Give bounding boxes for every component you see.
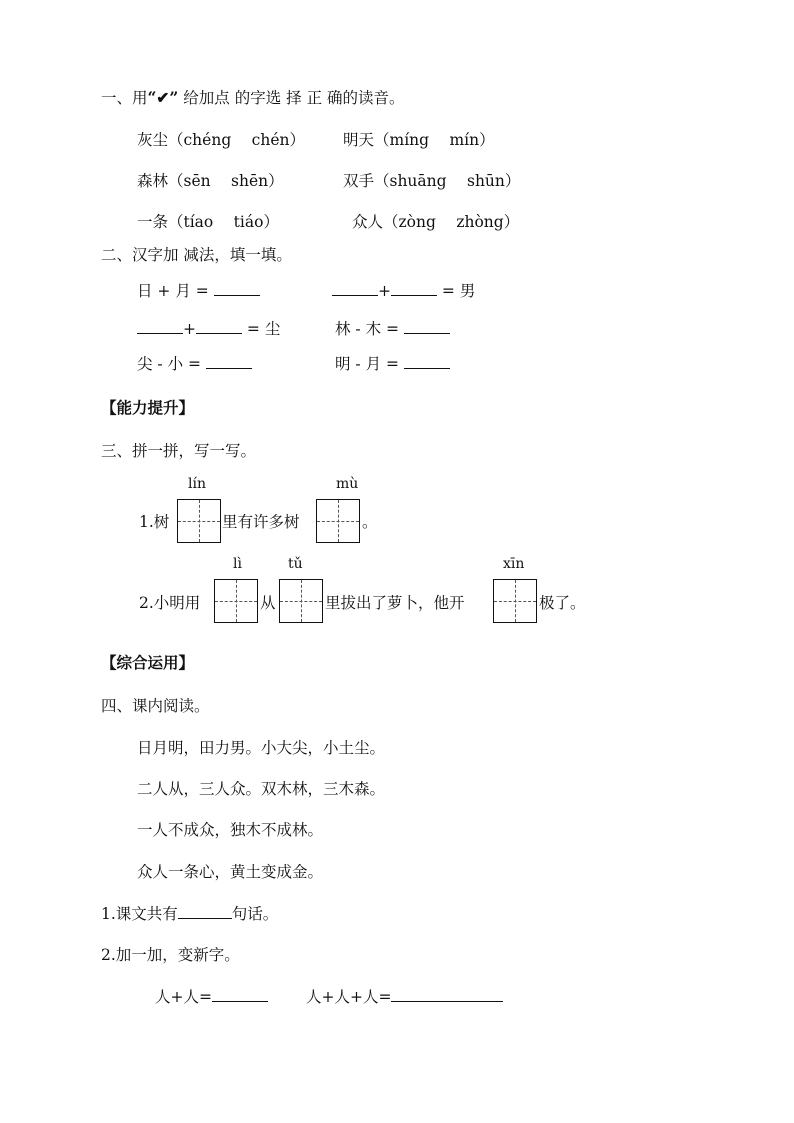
comprehensive-heading: 【综合运用】 bbox=[101, 653, 195, 672]
s1-row1-left: 灰尘（chéng chén） bbox=[137, 131, 305, 149]
s2-r2-left-eq: = 尘 bbox=[242, 320, 281, 338]
pinyin-lin: lín bbox=[188, 476, 206, 492]
answer-blank[interactable] bbox=[214, 281, 260, 296]
answer-blank[interactable] bbox=[137, 319, 183, 334]
s1-row3-right: 众人（zòng zhòng） bbox=[352, 213, 520, 231]
s2-r2-right-text: 林 - 木 = bbox=[335, 320, 404, 338]
section1-title-suffix: 给加点 的字选 择 正 确的读音。 bbox=[183, 89, 405, 107]
checkmark-icon: “✔” bbox=[147, 88, 179, 107]
tian-grid-box[interactable] bbox=[316, 499, 360, 543]
s1-row2-left: 森林（sēn shēn） bbox=[137, 172, 284, 190]
pinyin-xin: xīn bbox=[503, 556, 525, 572]
s2-r1-left bbox=[137, 281, 260, 301]
question-1-prefix: 1.课文共有 bbox=[101, 905, 178, 923]
answer-blank[interactable] bbox=[332, 281, 378, 296]
section4-title: 四、课内阅读。 bbox=[101, 697, 210, 715]
answer-blank[interactable] bbox=[178, 904, 232, 919]
question-2-a bbox=[155, 987, 268, 1007]
reading-line: 众人一条心，黄土变成金。 bbox=[137, 863, 324, 881]
s3-s2-middle1: 从 bbox=[260, 594, 276, 612]
reading-line: 二人从，三人众。双木林，三木森。 bbox=[137, 780, 386, 798]
s2-r3-right bbox=[335, 354, 450, 374]
s1-row3-left: 一条（tíao tiáo） bbox=[137, 213, 279, 231]
question-1-suffix: 句话。 bbox=[231, 905, 279, 923]
pinyin-li: lì bbox=[233, 556, 242, 572]
s2-r3-left-text: 尖 - 小 = bbox=[137, 355, 206, 373]
s1-row1-right: 明天（míng mín） bbox=[343, 131, 495, 149]
s2-r1-right bbox=[332, 281, 475, 301]
section2-title: 二、汉字加 减法，填一填。 bbox=[101, 246, 292, 264]
answer-blank[interactable] bbox=[404, 319, 450, 334]
answer-blank[interactable] bbox=[206, 354, 252, 369]
reading-line: 一人不成众，独木不成林。 bbox=[137, 821, 324, 839]
section1-title bbox=[101, 88, 405, 108]
section3-title: 三、拼一拼，写一写。 bbox=[101, 442, 257, 460]
section1-title-prefix: 一、用 bbox=[101, 89, 148, 107]
s3-s1-middle: 里有许多树 bbox=[222, 513, 300, 531]
answer-blank[interactable] bbox=[196, 319, 242, 334]
question-2-b-text: 人+人+人= bbox=[306, 988, 392, 1006]
pinyin-tu: tǔ bbox=[288, 556, 303, 572]
tian-grid-box[interactable] bbox=[214, 579, 258, 623]
question-1 bbox=[101, 904, 278, 924]
pinyin-mu: mù bbox=[336, 476, 359, 492]
s2-r2-left bbox=[137, 319, 280, 339]
answer-blank[interactable] bbox=[391, 281, 437, 296]
s2-r3-left bbox=[137, 354, 252, 374]
s2-r3-right-text: 明 - 月 = bbox=[335, 355, 404, 373]
ability-heading: 【能力提升】 bbox=[101, 398, 195, 417]
plus-sign: + bbox=[183, 320, 196, 338]
s3-s1-suffix: 。 bbox=[362, 513, 378, 531]
answer-blank[interactable] bbox=[212, 987, 268, 1002]
s3-s2-suffix: 极了。 bbox=[539, 594, 586, 612]
s3-s2-middle2: 里拔出了萝卜，他开 bbox=[325, 594, 465, 612]
s2-r1-right-eq: = 男 bbox=[437, 282, 476, 300]
tian-grid-box[interactable] bbox=[493, 579, 537, 623]
plus-sign: + bbox=[378, 282, 391, 300]
question-2-b bbox=[306, 987, 503, 1007]
question-2: 2.加一加，变新字。 bbox=[101, 946, 240, 964]
s3-s2-prefix: 2.小明用 bbox=[139, 594, 201, 612]
reading-line: 日月明，田力男。小大尖，小土尘。 bbox=[137, 739, 386, 757]
s2-r1-left-text: 日 + 月 = bbox=[137, 282, 214, 300]
s2-r2-right bbox=[335, 319, 450, 339]
tian-grid-box[interactable] bbox=[177, 499, 221, 543]
tian-grid-box[interactable] bbox=[279, 579, 323, 623]
answer-blank[interactable] bbox=[404, 354, 450, 369]
answer-blank[interactable] bbox=[391, 987, 503, 1002]
s3-s1-prefix: 1.树 bbox=[139, 513, 170, 531]
s1-row2-right: 双手（shuāng shūn） bbox=[343, 172, 521, 190]
question-2-a-text: 人+人= bbox=[155, 988, 212, 1006]
